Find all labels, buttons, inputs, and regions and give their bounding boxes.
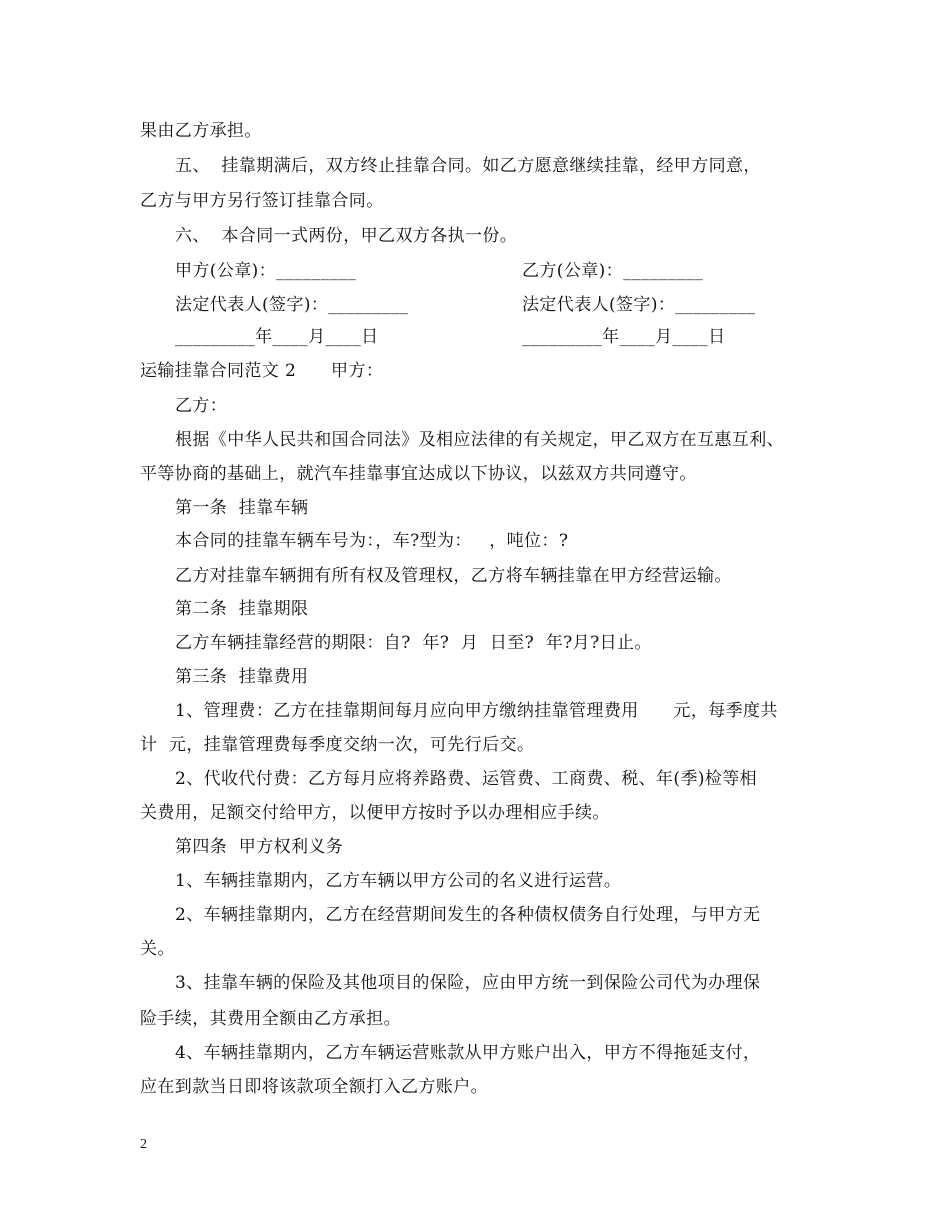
text-line: 1、车辆挂靠期内，乙方车辆以甲方公司的名义进行运营。 (175, 871, 622, 891)
text-line: 险手续，其费用全额由乙方承担。 (140, 1009, 401, 1029)
signature-party-a-seal: 甲方(公章)：_________ (175, 261, 357, 281)
signature-party-b-seal: 乙方(公章)：_________ (522, 261, 704, 281)
text-line: 果由乙方承担。 (140, 121, 262, 141)
signature-party-a-date: _________年____月____日 (175, 327, 379, 347)
article-heading: 第四条 甲方权利义务 (175, 837, 344, 857)
text-line: 五、 挂靠期满后，双方终止挂靠合同。如乙方愿意继续挂靠，经甲方同意， (175, 156, 761, 176)
article-heading: 第三条 挂靠费用 (175, 667, 309, 687)
text-line: 平等协商的基础上，就汽车挂靠事宜达成以下协议，以兹双方共同遵守。 (140, 464, 697, 484)
text-line: 乙方： (175, 396, 228, 416)
signature-party-b-rep: 法定代表人(签字)：_________ (522, 295, 756, 315)
signature-party-b-date: _________年____月____日 (522, 327, 726, 347)
text-line: 关。 (140, 939, 175, 959)
text-line: 根据《中华人民共和国合同法》及相应法律的有关规定，甲乙双方在互惠互利、 (175, 430, 784, 450)
text-line: 应在到款当日即将该款项全额打入乙方账户。 (140, 1077, 488, 1097)
text-line: 乙方车辆挂靠经营的期限：自? 年? 月 日至? 年?月?日止。 (175, 633, 652, 653)
text-line: 1、管理费：乙方在挂靠期间每月应向甲方缴纳挂靠管理费用 元，每季度共 (175, 701, 778, 721)
text-line: 计 元，挂靠管理费每季度交纳一次，可先行后交。 (140, 735, 535, 755)
text-line: 本合同的挂靠车辆车号为：，车?型为： ，吨位：? (175, 531, 569, 551)
text-line: 六、 本合同一式两份，甲乙双方各执一份。 (175, 226, 518, 246)
article-heading: 第二条 挂靠期限 (175, 599, 309, 619)
section-title: 运输挂靠合同范文 2 甲方： (140, 361, 384, 381)
text-line: 关费用，足额交付给甲方，以便甲方按时予以办理相应手续。 (140, 803, 610, 823)
signature-party-a-rep: 法定代表人(签字)：_________ (175, 295, 409, 315)
text-line: 2、代收代付费：乙方每月应将养路费、运管费、工商费、税、年(季)检等相 (175, 769, 758, 789)
text-line: 4、车辆挂靠期内，乙方车辆运营账款从甲方账户出入，甲方不得拖延支付， (175, 1043, 761, 1063)
page-number: 2 (140, 1137, 147, 1152)
text-line: 乙方对挂靠车辆拥有所有权及管理权，乙方将车辆挂靠在甲方经营运输。 (175, 566, 732, 586)
text-line: 乙方与甲方另行签订挂靠合同。 (140, 191, 384, 211)
text-line: 2、车辆挂靠期内，乙方在经营期间发生的各种债权债务自行处理，与甲方无 (175, 905, 761, 925)
article-heading: 第一条 挂靠车辆 (175, 498, 309, 518)
text-line: 3、挂靠车辆的保险及其他项目的保险，应由甲方统一到保险公司代为办理保 (175, 973, 761, 993)
